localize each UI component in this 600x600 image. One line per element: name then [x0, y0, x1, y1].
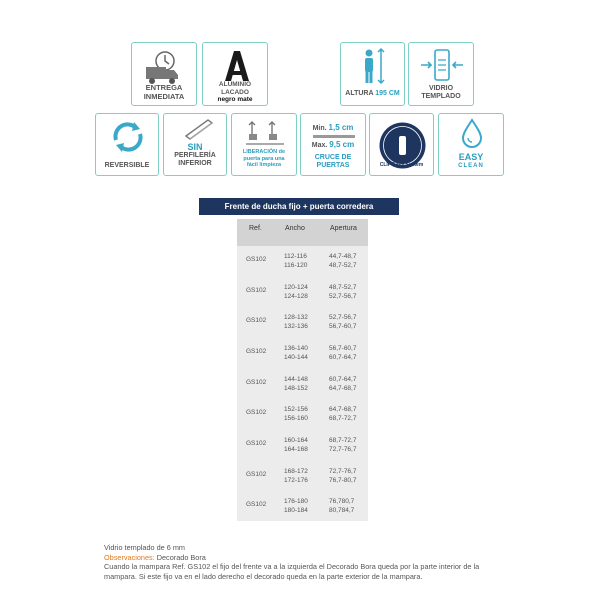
cruce-min-label: Min. [312, 125, 327, 132]
observations-label: Observaciones: [104, 552, 155, 562]
no-profile-icon [164, 114, 228, 142]
cell-apertura: 76,780,7 80,784,7 [329, 498, 355, 514]
table-row [237, 369, 368, 399]
header-ancho: Ancho [285, 225, 305, 232]
aluminio-line1: ALUMINIO [218, 81, 252, 88]
water-drop-icon [439, 114, 505, 150]
cruce-line1: CRUCE DE [314, 154, 352, 161]
header-ref: Ref. [249, 225, 262, 232]
cell-ref: GS102 [246, 501, 267, 508]
entrega-line1: ENTREGA [145, 83, 183, 92]
easy-clean-line1: EASY [458, 152, 484, 162]
notes-glass: Vidrio templado de 6 mm [104, 543, 185, 552]
cell-ref: GS102 [246, 440, 267, 447]
table-row [237, 338, 368, 368]
cell-ancho: 136-140 140-144 [284, 345, 308, 361]
cell-ancho: 176-180 180-184 [284, 498, 308, 514]
vidrio-line2: TEMPLADO [421, 93, 461, 100]
liberacion-line3: fácil limpieza [246, 162, 282, 168]
table-row [237, 430, 368, 460]
cruce-min-value: 1,5 cm [328, 123, 354, 132]
cell-ancho: 144-148 148-152 [284, 376, 308, 392]
notes-description: Cuando la mampara Ref. GS102 el fijo del frente va a la izquierda el Decorado Bora queda por la parte interior de la mampara. Si este fijo va en el lado derecho el decorado queda en la parte exterior de la mampara. [104, 562, 480, 581]
badge-cruce-puertas [300, 113, 366, 176]
header-apertura: Apertura [330, 225, 357, 232]
product-notes [104, 543, 484, 581]
sin-line3: INFERIOR [178, 160, 212, 167]
cell-ancho: 168-172 172-176 [284, 468, 308, 484]
badge-altura [340, 42, 405, 106]
liberacion-line1: LIBERACIÓN de [242, 149, 286, 155]
aluminio-line3: negro mate [217, 96, 253, 103]
badge-clip-easy-system [369, 113, 434, 176]
cell-ref: GS102 [246, 471, 267, 478]
cell-apertura: 68,7-72,7 72,7-76,7 [329, 437, 357, 453]
reversible-arrows-icon [96, 114, 160, 158]
table-header [237, 219, 368, 246]
cell-apertura: 72,7-76,7 76,7-80,7 [329, 468, 357, 484]
tempered-glass-icon [409, 43, 475, 87]
observations-value: Decorado Bora [156, 552, 206, 562]
table-row [237, 491, 368, 521]
table-body [237, 246, 368, 521]
cell-ref: GS102 [246, 348, 267, 355]
table-row [237, 277, 368, 307]
table-row [237, 307, 368, 337]
entrega-line2: INMEDIATA [143, 91, 185, 101]
table-row [237, 461, 368, 491]
badge-reversible [95, 113, 159, 176]
altura-value: 195 CM [375, 90, 400, 97]
cell-apertura: 60,7-64,7 64,7-68,7 [329, 376, 357, 392]
aluminio-line2: LACADO [221, 88, 249, 96]
door-release-icon [232, 114, 298, 148]
cell-apertura: 44,7-48,7 48,7-52,7 [329, 253, 357, 269]
cell-ref: GS102 [246, 287, 267, 294]
table-title: Frente de ducha fijo + puerta corredera [199, 198, 399, 215]
easy-clean-line2: CLEAN [458, 163, 484, 169]
cell-ancho: 160-164 164-168 [284, 437, 308, 453]
cell-ancho: 152-156 156-160 [284, 406, 308, 422]
badge-sin-perfileria [163, 113, 227, 176]
badge-easy-clean [438, 113, 504, 176]
cell-apertura: 64,7-68,7 68,7-72,7 [329, 406, 357, 422]
cell-ref: GS102 [246, 379, 267, 386]
badge-vidrio-templado [408, 42, 474, 106]
badge-entrega-inmediata [131, 42, 197, 106]
cell-ref: GS102 [246, 317, 267, 324]
notes-observations [104, 553, 484, 563]
person-height-icon [341, 43, 406, 89]
cell-apertura: 52,7-56,7 56,7-60,7 [329, 314, 357, 330]
cruce-line2: PUERTAS [316, 162, 350, 169]
cell-ref: GS102 [246, 256, 267, 263]
clip-text: CLIP Easy System [379, 162, 424, 168]
cruce-divider [313, 135, 355, 138]
cell-apertura: 56,7-60,7 60,7-64,7 [329, 345, 357, 361]
vidrio-line1: VIDRIO [428, 85, 454, 92]
table-row [237, 246, 368, 276]
badge-aluminio [202, 42, 268, 106]
badge-liberacion [231, 113, 297, 176]
altura-label: ALTURA [345, 90, 374, 97]
liberacion-line2: puerta para una [243, 155, 285, 162]
cell-ref: GS102 [246, 409, 267, 416]
cell-apertura: 48,7-52,7 52,7-56,7 [329, 284, 357, 300]
reversible-label: REVERSIBLE [104, 162, 150, 169]
cruce-max-value: 9,5 cm [329, 140, 355, 149]
table-row [237, 399, 368, 429]
sin-line2: PERFILERÍA [174, 152, 216, 159]
cruce-max-label: Max. [311, 142, 328, 149]
sin-line1: SIN [187, 142, 203, 152]
cell-ancho: 112-116 116-120 [284, 253, 308, 269]
cell-ancho: 128-132 132-136 [284, 314, 308, 330]
aluminium-a-icon [203, 45, 269, 85]
cell-ancho: 120-124 124-128 [284, 284, 308, 300]
